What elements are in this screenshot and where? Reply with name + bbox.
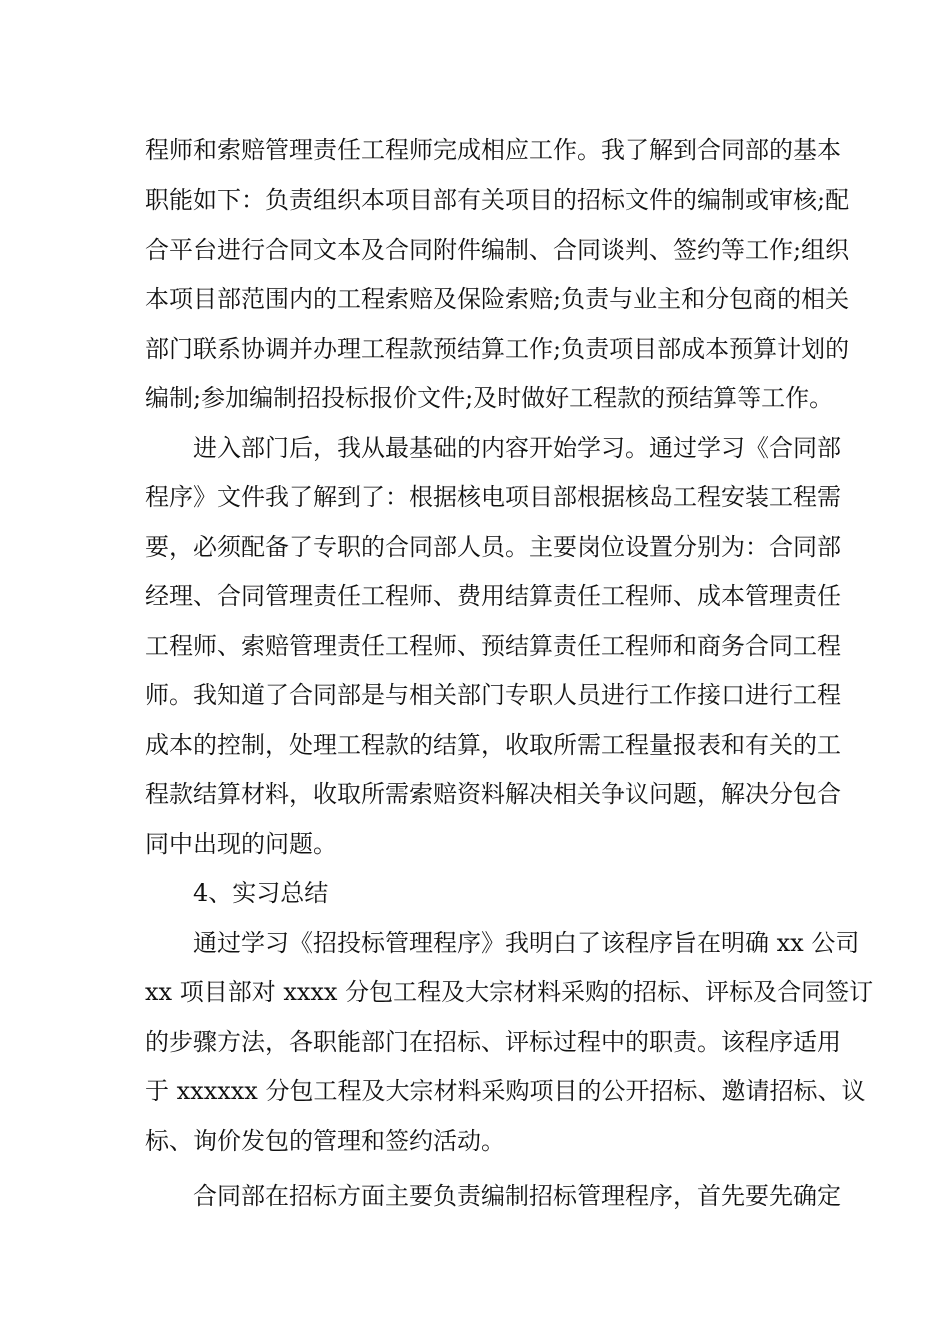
text-line: 本项目部范围内的工程索赔及保险索赔;负责与业主和分包商的相关 bbox=[145, 285, 850, 313]
text-line: 经理、合同管理责任工程师、费用结算责任工程师、成本管理责任 bbox=[145, 582, 841, 610]
text-line: 部门联系协调并办理工程款预结算工作;负责项目部成本预算计划的 bbox=[145, 335, 850, 363]
text-line: 程序》文件我了解到了：根据核电项目部根据核岛工程安装工程需 bbox=[145, 483, 841, 511]
text-line: 标、询价发包的管理和签约活动。 bbox=[145, 1127, 505, 1155]
text-line: 同中出现的问题。 bbox=[145, 830, 337, 858]
section-heading: 4、实习总结 bbox=[193, 879, 329, 907]
text-line: 要，必须配备了专职的合同部人员。主要岗位设置分别为：合同部 bbox=[145, 533, 841, 561]
text-line: 师。我知道了合同部是与相关部门专职人员进行工作接口进行工程 bbox=[145, 681, 841, 709]
text-line: 合平台进行合同文本及合同附件编制、合同谈判、签约等工作;组织 bbox=[145, 236, 850, 264]
paragraph-first-line: 合同部在招标方面主要负责编制招标管理程序，首先要先确定 bbox=[193, 1182, 841, 1210]
text-line: 成本的控制，处理工程款的结算，收取所需工程量报表和有关的工 bbox=[145, 731, 841, 759]
text-line: 程款结算材料，收取所需索赔资料解决相关争议问题，解决分包合 bbox=[145, 780, 841, 808]
text-line: 程师和索赔管理责任工程师完成相应工作。我了解到合同部的基本 bbox=[145, 136, 841, 164]
paragraph-first-line: 通过学习《招投标管理程序》我明白了该程序旨在明确 xx 公司 bbox=[193, 929, 860, 957]
text-line: 职能如下：负责组织本项目部有关项目的招标文件的编制或审核;配 bbox=[145, 186, 850, 214]
text-line: 编制;参加编制招投标报价文件;及时做好工程款的预结算等工作。 bbox=[145, 384, 834, 412]
text-line: 的步骤方法，各职能部门在招标、评标过程中的职责。该程序适用 bbox=[145, 1028, 841, 1056]
text-line: 于 xxxxxx 分包工程及大宗材料采购项目的公开招标、邀请招标、议 bbox=[145, 1077, 866, 1105]
text-line: 工程师、索赔管理责任工程师、预结算责任工程师和商务合同工程 bbox=[145, 632, 841, 660]
paragraph-first-line: 进入部门后，我从最基础的内容开始学习。通过学习《合同部 bbox=[193, 434, 841, 462]
text-line: xx 项目部对 xxxx 分包工程及大宗材料采购的招标、评标及合同签订 bbox=[145, 978, 874, 1006]
